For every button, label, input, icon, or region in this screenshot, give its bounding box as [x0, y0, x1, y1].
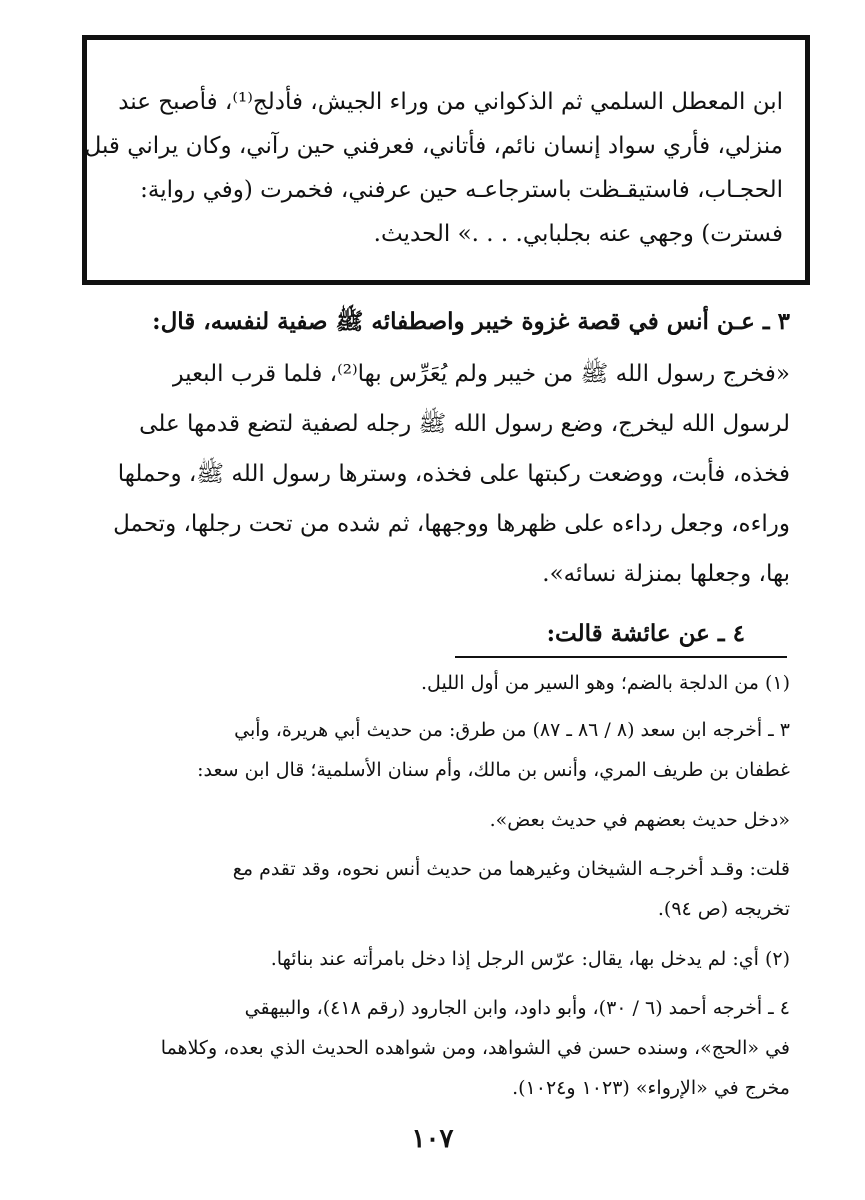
hadith-3-heading: ٣ ـ عـن أنس في قصة غزوة خيبر واصطفائه ﷺ صفية لنفسه، قال:: [152, 308, 790, 335]
paragraph-line: لرسول الله ليخرج، وضع رسول الله ﷺ رجله لصفية لتضع قدمها على: [139, 411, 790, 437]
quote-line: ابن المعطل السلمي ثم الذكواني من وراء الجيش، فأدلج⁽¹⁾، فأصبح عند: [118, 89, 783, 115]
quote-line: الحجـاب، فاستيقـظت باسترجاعـه حين عرفني، فخمرت (وفي رواية:: [140, 177, 783, 203]
paragraph-line: فخذه، فأبت، ووضعت ركبتها على فخذه، وسترها رسول الله ﷺ، وحملها: [117, 461, 790, 487]
footnote-3-quote: «دخل حديث بعضهم في حديث بعض».: [489, 809, 790, 831]
footnote-4-line: مخرج في «الإرواء» (١٠٢٣ و١٠٢٤).: [512, 1077, 790, 1099]
page-number: ١٠٧: [411, 1124, 454, 1154]
footnote-4-line: ٤ ـ أخرجه أحمد (٦ / ٣٠)، وأبو داود، وابن الجارود (رقم ٤١٨)، والبيهقي: [244, 997, 790, 1019]
quote-line: فسترت) وجهي عنه بجلبابي. . . .» الحديث.: [373, 221, 783, 247]
footnote-1: (١) من الدلجة بالضم؛ وهو السير من أول الليل.: [421, 672, 790, 694]
quote-line: منزلي، فأري سواد إنسان نائم، فأتاني، فعرفني حين رآني، وكان يراني قبل: [84, 133, 783, 159]
footnote-qult-line: قلت: وقـد أخرجـه الشيخان وغيرهما من حديث أنس نحوه، وقد تقدم مع: [232, 858, 790, 880]
footnote-divider: [455, 656, 787, 658]
quote-box: [82, 35, 810, 285]
hadith-4-heading: ٤ ـ عن عائشة قالت:: [546, 620, 745, 647]
footnote-2: (٢) أي: لم يدخل بها، يقال: عرّس الرجل إذا دخل بامرأته عند بنائها.: [270, 948, 790, 970]
footnote-qult-line: تخريجه (ص ٩٤).: [657, 898, 790, 920]
footnote-4-line: في «الحج»، وسنده حسن في الشواهد، ومن شواهده الحديث الذي بعده، وكلاهما: [160, 1037, 790, 1059]
footnote-3-line: ٣ ـ أخرجه ابن سعد (٨ / ٨٦ ـ ٨٧) من طرق: من حديث أبي هريرة، وأبي: [234, 719, 790, 741]
paragraph-line: وراءه، وجعل رداءه على ظهرها ووجهها، ثم شده من تحت رجلها، وتحمل: [113, 511, 790, 537]
paragraph-line: بها، وجعلها بمنزلة نسائه».: [542, 561, 790, 587]
footnote-3-line: غطفان بن طريف المري، وأنس بن مالك، وأم سنان الأسلمية؛ قال ابن سعد:: [197, 759, 790, 781]
paragraph-line: «فخرج رسول الله ﷺ من خيبر ولم يُعَرِّس بها⁽²⁾، فلما قرب البعير: [172, 361, 790, 387]
